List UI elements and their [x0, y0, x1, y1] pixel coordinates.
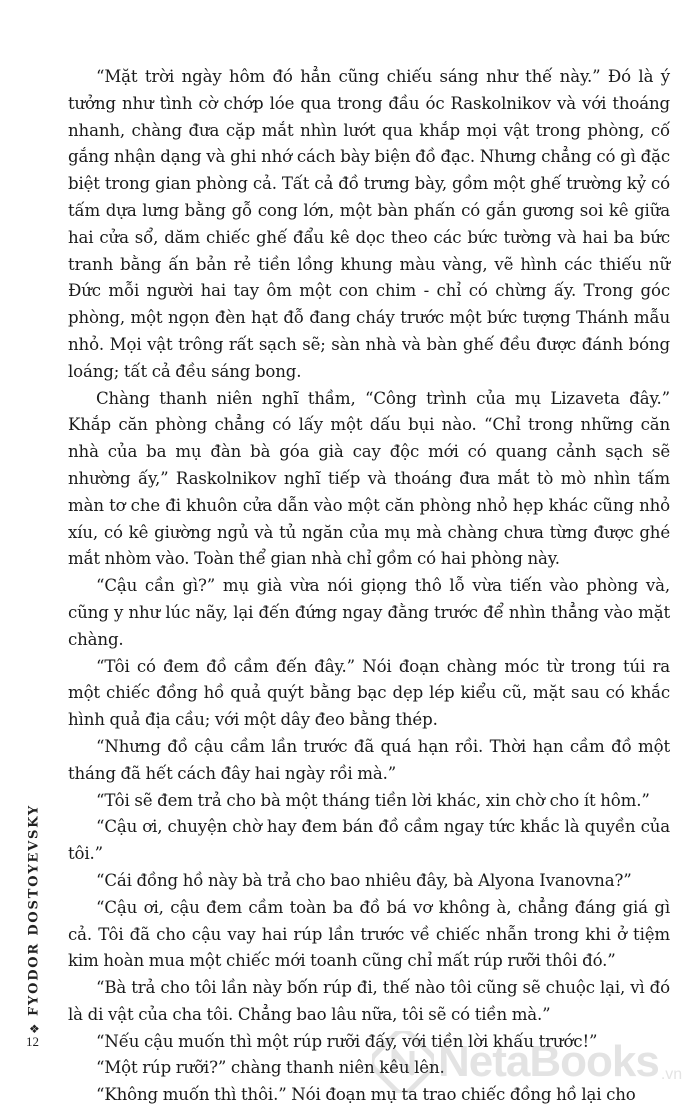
- spine-author: [22, 800, 46, 1020]
- paragraph-9: “Cậu ơi, cậu đem cầm toàn ba đồ bá vơ không à, chẳng đáng giá gì cả. Tôi đã cho cậu vay hai rúp lần trước về chiếc nhẫn trong khi ở tiệm kim hoàn mua một chiếc mới toanh cũng chỉ mất rúp rưỡi thôi đó.”: [68, 897, 670, 971]
- paragraph-11: “Nếu cậu muốn thì một rúp rưỡi đấy, với tiền lời khấu trước!”: [96, 1031, 598, 1051]
- paragraph-12: “Một rúp rưỡi?” chàng thanh niên kêu lên.: [96, 1058, 445, 1078]
- paragraph-5: “Nhưng đồ cậu cầm lần trước đã quá hạn rồi. Thời hạn cầm đồ một tháng đã hết cách đây hai ngày rồi mà.”: [68, 736, 670, 783]
- paragraph-10: “Bà trả cho tôi lần này bốn rúp đi, thế nào tôi cũng sẽ chuộc lại, vì đó là di vật của cha tôi. Chẳng bao lâu nữa, tôi sẽ có tiền mà.”: [68, 978, 670, 1024]
- paragraph-13: “Không muốn thì thôi.” Nói đoạn mụ ta trao chiếc đồng hồ lại cho: [96, 1085, 636, 1105]
- watermark-logo-icon: [372, 1031, 434, 1093]
- paragraph-4: “Tôi có đem đồ cầm đến đây.” Nói đoạn chàng móc từ trong túi ra một chiếc đồng hồ quả quýt bằng bạc dẹp lép kiểu cũ, mặt sau có khắc hình quả địa cầu; với một dây đeo bằng thép.: [68, 656, 670, 730]
- watermark-brand: NetaBooks: [438, 1037, 659, 1086]
- watermark-suffix: .vn: [660, 1066, 683, 1083]
- page-number: 12: [26, 1034, 39, 1049]
- author-name: FYODOR DOSTOYEVSKY: [26, 803, 42, 1017]
- paragraph-3: “Cậu cần gì?” mụ già vừa nói giọng thô lỗ vừa tiến vào phòng và, cũng y như lúc nãy, lại đến đứng ngay đằng trước để nhìn thẳng vào mặt chàng.: [68, 576, 670, 649]
- paragraph-6: “Tôi sẽ đem trả cho bà một tháng tiền lời khác, xin chờ cho ít hôm.”: [96, 790, 650, 810]
- paragraph-8: “Cái đồng hồ này bà trả cho bao nhiêu đây, bà Alyona Ivanovna?”: [96, 870, 632, 890]
- watermark: [372, 1022, 692, 1102]
- ornament-icon: ❖: [29, 1022, 40, 1036]
- page-body: [68, 64, 670, 1109]
- paragraph-2: Chàng thanh niên nghĩ thầm, “Công trình của mụ Lizaveta đây.” Khắp căn phòng chẳng có lấy một dấu bụi nào. “Chỉ trong những căn nhà của ba mụ đàn bà góa già cay độc mới có quang cảnh sạch sẽ nhường ấy,” Raskolnikov nghĩ tiếp và thoáng đưa mắt tò mò nhìn tấm màn tơ che đi khuôn cửa dẫn vào một căn phòng nhỏ hẹp khác cũng nhỏ xíu, có kê giường ngủ và tủ ngăn của mụ mà chàng chưa từng được ghé mắt nhòm vào. Toàn thể gian nhà chỉ gồm có hai phòng này.: [68, 388, 670, 569]
- paragraph-7: “Cậu ơi, chuyện chờ hay đem bán đồ cầm ngay tức khắc là quyền của tôi.”: [68, 817, 670, 864]
- paragraph-1: “Mặt trời ngày hôm đó hẳn cũng chiếu sáng như thế này.” Đó là ý tưởng như tình cờ chớp lóe qua trong đầu óc Raskolnikov và với thoáng nhanh, chàng đưa cặp mắt nhìn lướt qua khắp mọi vật trong phòng, cố gắng nhận dạng và ghi nhớ cách bày biện đồ đạc. Nhưng chẳng có gì đặc biệt trong gian phòng cả. Tất cả đồ trưng bày, gồm một ghế trường kỷ có tấm dựa lưng bằng gỗ cong lớn, một bàn phấn có gắn gương soi kê giữa hai cửa sổ, dăm chiếc ghế đẩu kê dọc theo các bức tường và hai ba bức tranh bằng ấn bản rẻ tiền lồng khung màu vàng, vẽ hình các thiếu nữ Đức mỗi người hai tay ôm một con chim - chỉ có chừng ấy. Trong góc phòng, một ngọn đèn hạt đỗ đang cháy trước một bức tượng Thánh mẫu nhỏ. Mọi vật trông rất sạch sẽ; sàn nhà và bàn ghế đều được đánh bóng loáng; tất cả đều sáng bong.: [68, 67, 670, 381]
